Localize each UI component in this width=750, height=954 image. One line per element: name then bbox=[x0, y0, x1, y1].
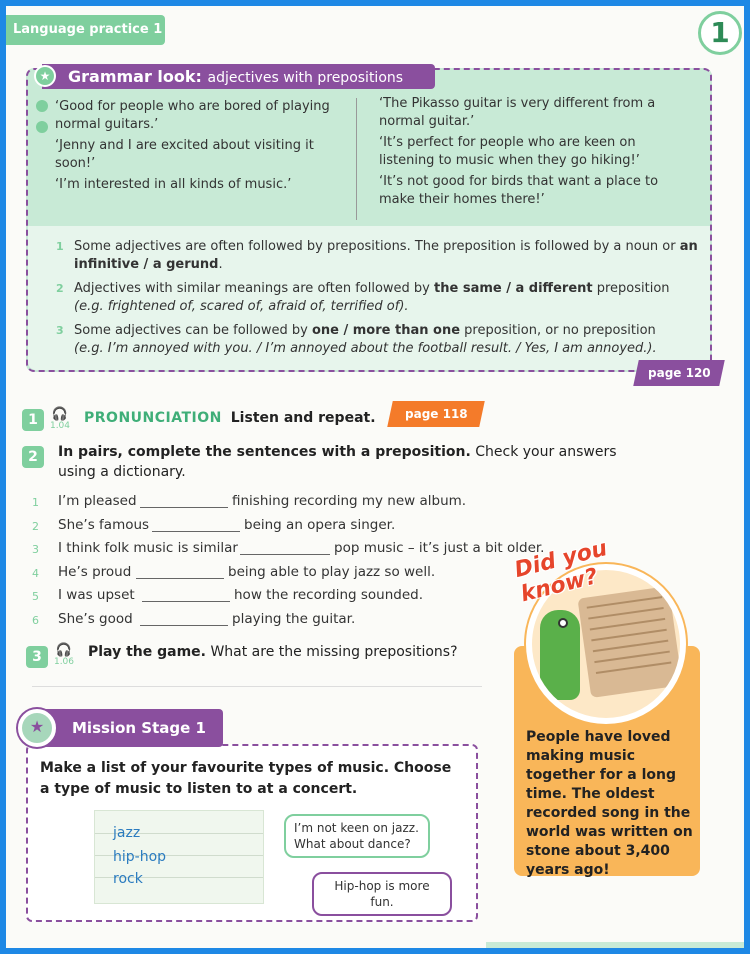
answer-blank[interactable] bbox=[240, 554, 330, 555]
instruction-text: Listen and repeat. bbox=[230, 410, 376, 426]
mission-instruction: Make a list of your favourite types of music. Choose a type of music to listen to at a concert. bbox=[40, 760, 452, 797]
list-item: jazz bbox=[113, 825, 141, 841]
mission-label: Mission Stage 1 bbox=[72, 719, 206, 737]
exercise-1-instruction bbox=[84, 410, 376, 426]
gap-fill-sentence: 5 I was upset how the recording sounded. bbox=[32, 587, 424, 603]
grammar-rule: 3 Some adjectives can be followed by one / more than one preposition, or no preposition (e.g. I’m annoyed with you. / I’m annoyed about the football result. / Yes, I am annoyed.). bbox=[56, 323, 657, 356]
instruction-bold: Play the game. bbox=[88, 644, 206, 660]
instruction-bold: In pairs, complete the sentences with a preposition. bbox=[58, 444, 471, 460]
did-you-know-text: People have loved making music together for a long time. The oldest recorded song in the world was written on stone about 3,400 years ago! bbox=[526, 729, 693, 878]
grammar-examples-right bbox=[379, 95, 679, 212]
exercise-number: 2 bbox=[22, 446, 44, 468]
exercise-number: 1 bbox=[22, 409, 44, 431]
grammar-title-sub: adjectives with prepositions bbox=[207, 70, 404, 86]
answer-blank[interactable] bbox=[142, 601, 230, 602]
textbook-page bbox=[6, 6, 744, 948]
speech-bubble: I’m not keen on jazz. What about dance? bbox=[284, 814, 430, 858]
music-list-notepad bbox=[94, 810, 264, 904]
gap-fill-sentences bbox=[32, 493, 552, 634]
grammar-rules bbox=[56, 238, 701, 364]
example-sentence: ‘It’s not good for birds that want a place to make their homes there!’ bbox=[379, 174, 659, 207]
gap-fill-sentence: 4 He’s proud being able to play jazz so well. bbox=[32, 563, 436, 580]
list-item: rock bbox=[113, 871, 143, 887]
answer-blank[interactable] bbox=[140, 625, 228, 626]
mission-tab bbox=[18, 709, 223, 747]
page-reference-tag[interactable]: page 120 bbox=[633, 360, 725, 386]
headphones-icon[interactable]: 🎧 1.04 bbox=[49, 407, 71, 431]
grammar-title bbox=[39, 64, 435, 89]
unit-number-badge: 1 bbox=[698, 11, 742, 55]
column-divider bbox=[356, 98, 357, 220]
page-reference-tag[interactable]: page 118 bbox=[387, 401, 485, 427]
divider bbox=[32, 686, 482, 687]
pronunciation-label: PRONUNCIATION bbox=[84, 410, 222, 426]
example-sentence: ‘I’m interested in all kinds of music.’ bbox=[55, 177, 292, 192]
gap-fill-sentence: 6 She’s good playing the guitar. bbox=[32, 610, 356, 627]
grammar-examples-left bbox=[55, 98, 345, 197]
decorative-dots bbox=[36, 100, 48, 142]
speech-bubble: Hip-hop is more fun. bbox=[312, 872, 452, 916]
mission-box bbox=[26, 744, 478, 922]
gap-fill-sentence: 1 I’m pleased finishing recording my new album. bbox=[32, 493, 467, 509]
example-sentence: ‘Jenny and I are excited about visiting it soon!’ bbox=[55, 138, 314, 171]
crocodile-character bbox=[540, 610, 580, 700]
exercise-3-instruction bbox=[88, 644, 458, 660]
grammar-rule: 2 Adjectives with similar meanings are often followed by the same / a different preposition (e.g. frightened of, scared of, afraid of, terrified of). bbox=[56, 281, 670, 314]
star-icon: ★ bbox=[34, 65, 56, 87]
section-tab: Language practice 1 bbox=[6, 15, 165, 45]
decorative-strip bbox=[486, 942, 744, 948]
audio-track-number: 1.04 bbox=[49, 421, 71, 431]
did-you-know-title: Did you know? bbox=[512, 535, 610, 608]
answer-blank[interactable] bbox=[152, 531, 240, 532]
example-sentence: ‘Good for people who are bored of playing normal guitars.’ bbox=[55, 99, 330, 132]
grammar-look-box bbox=[26, 67, 712, 380]
answer-blank[interactable] bbox=[140, 507, 228, 508]
instruction-rest: Check your answers using a dictionary. bbox=[58, 444, 617, 480]
audio-track-number: 1.06 bbox=[53, 657, 75, 667]
list-item: hip-hop bbox=[113, 849, 167, 865]
example-sentence: ‘It’s perfect for people who are keen on listening to music when they go hiking!’ bbox=[379, 135, 640, 168]
star-icon: ★ bbox=[18, 709, 56, 747]
answer-blank[interactable] bbox=[136, 578, 224, 579]
grammar-rule: 1 Some adjectives are often followed by prepositions. The preposition is followed by a noun or an infinitive / a gerund. bbox=[56, 239, 698, 272]
grammar-title-bold: Grammar look: bbox=[68, 67, 202, 86]
headphones-icon[interactable]: 🎧 1.06 bbox=[53, 643, 75, 667]
gap-fill-sentence: 2 She’s famous being an opera singer. bbox=[32, 516, 396, 533]
example-sentence: ‘The Pikasso guitar is very different from a normal guitar.’ bbox=[379, 96, 656, 129]
exercise-2-instruction bbox=[58, 442, 638, 482]
instruction-rest: What are the missing prepositions? bbox=[210, 644, 458, 660]
gap-fill-sentence: 3 I think folk music is similar pop music – it’s just a bit older. bbox=[32, 540, 545, 556]
exercise-number: 3 bbox=[26, 646, 48, 668]
